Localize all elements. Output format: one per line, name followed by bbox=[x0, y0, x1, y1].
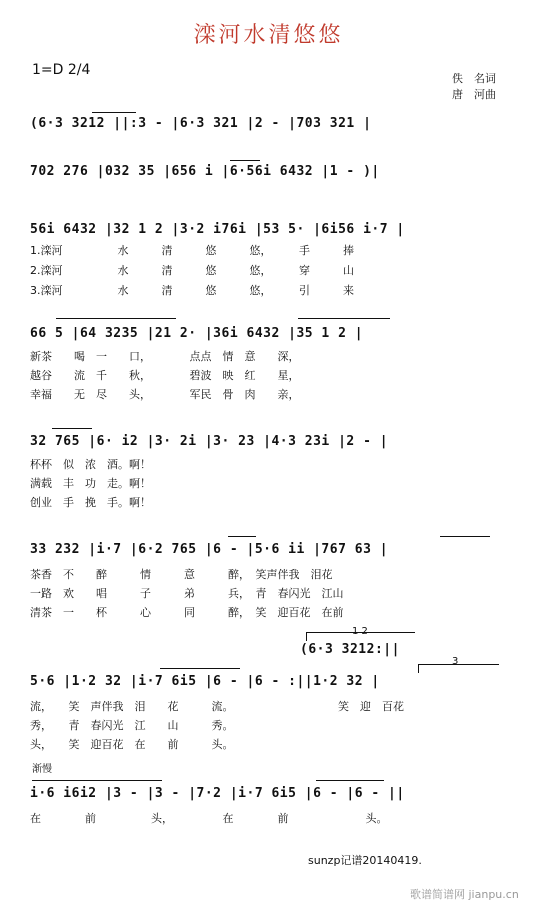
notation-row: 32 765 |6· i2 |3· 2i |3· 23 |4·3 23i |2 - | bbox=[30, 434, 389, 449]
song-title: 滦河水清悠悠 bbox=[193, 23, 344, 48]
site-watermark: 歌谱简谱网 jianpu.cn bbox=[410, 888, 519, 901]
notation-row: 5·6 |1·2 32 |i·7 6i5 |6 - |6 - :||1·2 32 | bbox=[30, 674, 380, 689]
lyric-line: 一路 欢 唱 子 弟 兵， 青 春闪光 江山 bbox=[30, 587, 344, 600]
notation-row: i·6 i6i2 |3 - |3 - |7·2 |i·7 6i5 |6 - |6 - || bbox=[30, 786, 405, 801]
lyric-line: 满载 丰 功 走。啊！ bbox=[30, 477, 151, 490]
tempo-marking: 渐慢 bbox=[32, 764, 52, 775]
lyric-line: 秀， 青 春闪光 江 山 秀。 bbox=[30, 719, 234, 732]
notation-row: 66 5 |64 3235 |21 2· |36i 6432 |35 1 2 | bbox=[30, 326, 364, 341]
lyric-line: 2.滦河 水 清 悠 悠， 穿 山 bbox=[30, 264, 354, 277]
lyric-line: 新茶 喝 一 口， 点点 情 意 深， bbox=[30, 350, 300, 363]
lyric-line: 茶香 不 醉 情 意 醉， 笑声伴我 泪花 bbox=[30, 568, 333, 581]
lyric-line: 在 前 头， 在 前 头。 bbox=[30, 812, 388, 825]
lyric-line: 3.滦河 水 清 悠 悠， 引 来 bbox=[30, 284, 354, 297]
volta-label: 3 bbox=[452, 656, 459, 667]
lyric-line: 流， 笑 声伴我 泪 花 流。 笑 迎 百花 bbox=[30, 700, 404, 713]
volta-label: 1 2 bbox=[352, 626, 368, 637]
lyricist-credit: 佚 名词 bbox=[452, 72, 496, 85]
lyric-line: 杯杯 似 浓 酒。啊！ bbox=[30, 458, 151, 471]
lyric-line: 头， 笑 迎百花 在 前 头。 bbox=[30, 738, 234, 751]
notation-row: 56i 6432 |32 1 2 |3·2 i76i |53 5· |6i56 i·7 | bbox=[30, 222, 405, 237]
lyric-line: 越谷 流 千 秋， 碧波 映 红 星， bbox=[30, 369, 300, 382]
transcriber-note: sunzp记谱20140419. bbox=[308, 854, 422, 867]
notation-row: (6·3 3212:|| bbox=[300, 642, 400, 657]
lyric-line: 1.滦河 水 清 悠 悠， 手 捧 bbox=[30, 244, 354, 257]
lyric-line: 创业 手 挽 手。啊！ bbox=[30, 496, 151, 509]
notation-row: 702 276 |032 35 |656 i |6·56i 6432 |1 - )| bbox=[30, 164, 380, 179]
key-signature: 1=D 2/4 bbox=[32, 62, 91, 78]
lyric-line: 清茶 一 杯 心 同 醉， 笑 迎百花 在前 bbox=[30, 606, 344, 619]
composer-credit: 唐 河曲 bbox=[452, 88, 496, 101]
lyric-line: 幸福 无 尽 头， 军民 骨 肉 亲， bbox=[30, 388, 300, 401]
notation-row: 33 232 |i·7 |6·2 765 |6 - |5·6 ii |767 63 | bbox=[30, 542, 389, 557]
notation-row: (6·3 3212 ||:3 - |6·3 321 |2 - |703 321 | bbox=[30, 116, 372, 131]
